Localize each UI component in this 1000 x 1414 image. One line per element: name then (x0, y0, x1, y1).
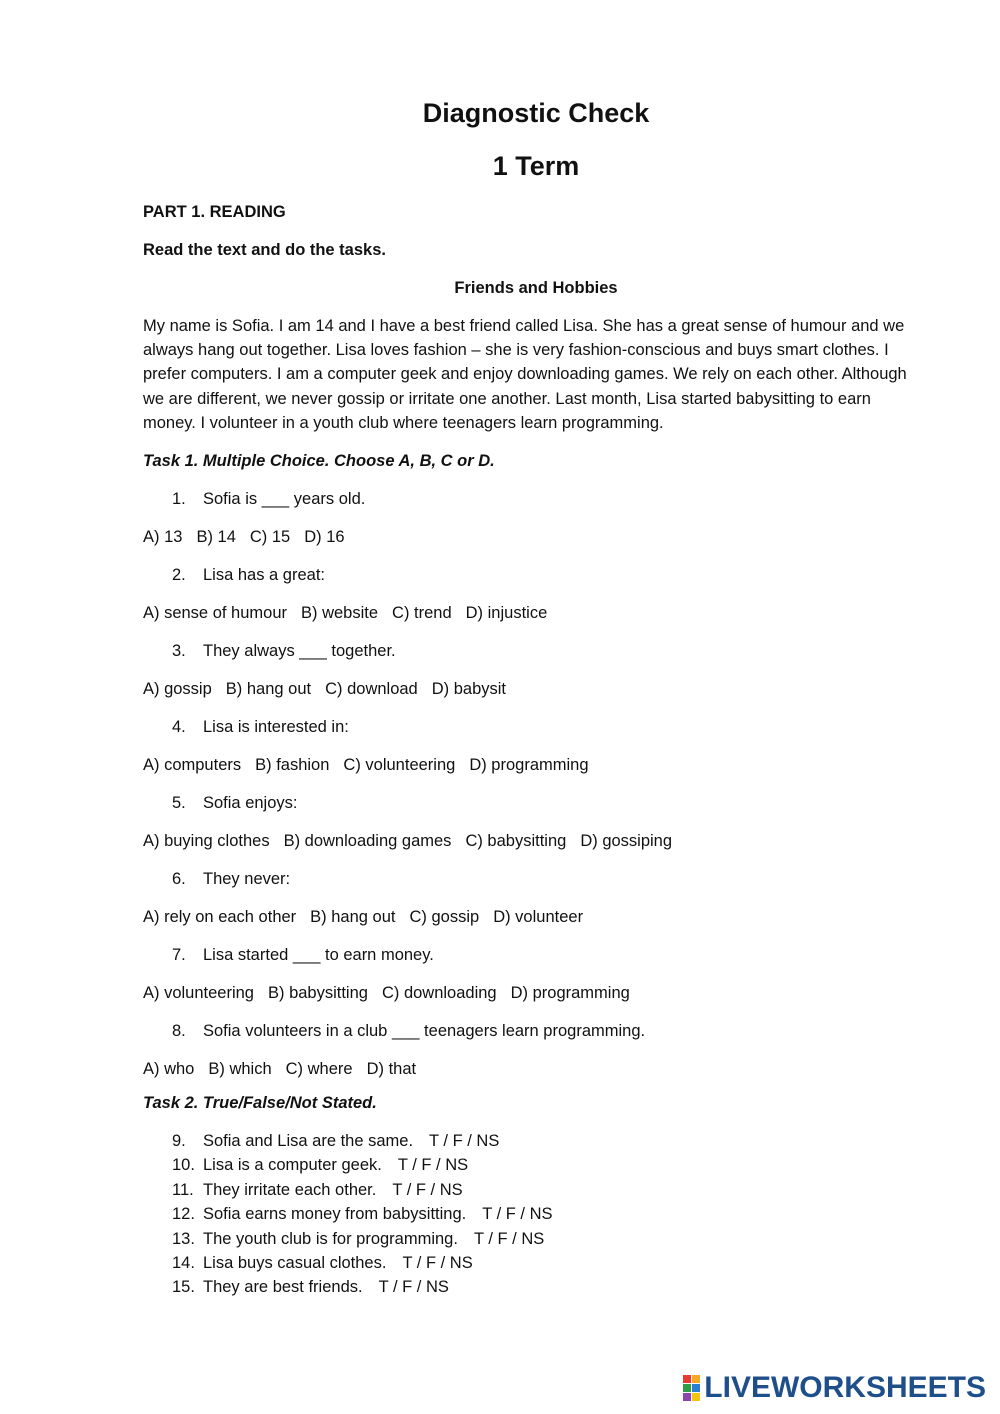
answer-option[interactable]: C) babysitting (465, 832, 567, 850)
question-number: 7. (172, 946, 186, 964)
statement-text: The youth club is for programming. (203, 1229, 458, 1248)
answer-option[interactable]: B) website (301, 604, 379, 622)
answer-option[interactable]: D) volunteer (493, 908, 584, 926)
answer-option[interactable]: A) who (143, 1060, 195, 1078)
page-subtitle: 1 Term (492, 151, 580, 181)
question-text: Sofia volunteers in a club ___ teenagers learn programming. (203, 1022, 646, 1040)
statement-text: They are best friends. (203, 1278, 363, 1297)
tf-answer-choices[interactable]: T / F / NS (378, 1278, 449, 1297)
answer-option[interactable]: B) hang out (225, 680, 312, 698)
answer-options (143, 756, 603, 775)
answer-option[interactable]: D) babysit (431, 680, 507, 698)
answer-options (143, 1060, 430, 1079)
question (172, 642, 396, 661)
tf-statement (172, 1278, 449, 1297)
statement-number: 12. (172, 1205, 195, 1224)
statement-number: 11. (172, 1180, 194, 1199)
question-text: Lisa started ___ to earn money. (203, 946, 434, 964)
question (172, 566, 325, 585)
tf-statement (172, 1156, 468, 1175)
liveworksheets-logo (683, 1372, 986, 1404)
reading-text-body: My name is Sofia. I am 14 and I have a best friend called Lisa. She has a great sense of humour and we always hang out together. Lisa loves fashion – she is very fashion-conscious and buys smart clothes. I prefer computers. I am a computer geek and enjoy downloading games. We rely on each other. Although we are different, we never gossip or irritate one another. Last month, Lisa started babysitting to earn money. I volunteer in a youth club where teenagers learn programming. (143, 317, 907, 432)
tf-statement (172, 1254, 473, 1273)
tf-answer-choices[interactable]: T / F / NS (392, 1180, 463, 1199)
part-heading: PART 1. READING (143, 203, 286, 221)
reading-text-title: Friends and Hobbies (454, 279, 618, 297)
answer-option[interactable]: A) rely on each other (143, 908, 297, 926)
answer-options (143, 832, 686, 851)
statement-number: 14. (172, 1254, 195, 1272)
question-text: They always ___ together. (203, 642, 396, 660)
logo-text: LIVEWORKSHEETS (704, 1371, 986, 1404)
answer-option[interactable]: C) downloading (381, 984, 497, 1002)
tf-answer-choices[interactable]: T / F / NS (429, 1132, 500, 1150)
question-text: Sofia is ___ years old. (203, 490, 366, 508)
answer-option[interactable]: B) 14 (196, 528, 236, 546)
statement-text: Lisa is a computer geek. (203, 1156, 382, 1175)
answer-option[interactable]: D) injustice (465, 604, 548, 622)
answer-option[interactable]: D) programming (510, 984, 630, 1002)
answer-option[interactable]: D) gossiping (580, 832, 673, 850)
answer-option[interactable]: C) gossip (409, 908, 480, 926)
answer-option[interactable]: D) 16 (304, 528, 345, 546)
tf-statement (172, 1205, 553, 1224)
answer-option[interactable]: D) that (366, 1060, 417, 1078)
answer-option[interactable]: A) computers (143, 756, 242, 774)
answer-option[interactable]: D) programming (469, 756, 589, 774)
answer-options (143, 604, 561, 623)
tf-statement (172, 1230, 544, 1249)
tf-answer-choices[interactable]: T / F / NS (402, 1254, 473, 1272)
answer-option[interactable]: B) which (208, 1060, 272, 1078)
question (172, 946, 434, 965)
answer-option[interactable]: A) 13 (143, 528, 183, 546)
question-number: 6. (172, 870, 186, 888)
tf-answer-choices[interactable]: T / F / NS (473, 1229, 545, 1248)
question-text: Lisa has a great: (203, 566, 325, 584)
answer-option[interactable]: A) gossip (143, 680, 212, 698)
question-text: Sofia enjoys: (203, 794, 298, 812)
question-number: 4. (172, 718, 186, 736)
question-number: 5. (172, 794, 186, 812)
answer-option[interactable]: B) hang out (310, 908, 396, 926)
answer-option[interactable]: A) sense of humour (143, 604, 287, 622)
question-text: They never: (203, 870, 291, 888)
answer-options (143, 908, 597, 927)
question-number: 2. (172, 566, 186, 584)
question-number: 8. (172, 1022, 186, 1040)
question (172, 870, 290, 889)
answer-option[interactable]: C) where (285, 1060, 353, 1078)
statement-number: 10. (172, 1156, 195, 1175)
answer-options (143, 680, 520, 699)
question (172, 1022, 645, 1041)
tf-statement (172, 1132, 499, 1151)
part-instruction: Read the text and do the tasks. (143, 241, 386, 259)
answer-option[interactable]: A) buying clothes (143, 832, 270, 850)
answer-option[interactable]: B) downloading games (283, 832, 452, 850)
task1-heading: Task 1. Multiple Choice. Choose A, B, C or D. (143, 452, 495, 470)
question-number: 1. (172, 490, 186, 508)
question (172, 718, 349, 737)
task2-heading: Task 2. True/False/Not Stated. (143, 1094, 377, 1112)
answer-option[interactable]: C) download (325, 680, 418, 698)
answer-option[interactable]: C) trend (392, 604, 452, 622)
answer-option[interactable]: C) 15 (249, 528, 291, 546)
question (172, 794, 297, 813)
statement-number: 13. (172, 1229, 195, 1248)
question-text: Lisa is interested in: (203, 718, 349, 736)
tf-statement (172, 1181, 463, 1200)
question (172, 490, 365, 509)
statement-text: They irritate each other. (203, 1180, 377, 1199)
answer-options (143, 528, 359, 547)
answer-option[interactable]: B) fashion (255, 756, 330, 774)
liveworksheets-logo-icon (683, 1375, 700, 1401)
answer-option[interactable]: B) babysitting (267, 984, 368, 1002)
answer-option[interactable]: A) volunteering (143, 984, 254, 1002)
tf-answer-choices[interactable]: T / F / NS (482, 1205, 553, 1224)
page-title: Diagnostic Check (422, 98, 650, 128)
answer-options (143, 984, 644, 1003)
answer-option[interactable]: C) volunteering (343, 756, 456, 774)
statement-text: Sofia earns money from babysitting. (203, 1205, 467, 1224)
question-number: 3. (172, 642, 186, 660)
statement-number: 15. (172, 1278, 195, 1297)
statement-number: 9. (172, 1132, 186, 1150)
tf-answer-choices[interactable]: T / F / NS (397, 1156, 469, 1175)
statement-text: Lisa buys casual clothes. (203, 1254, 387, 1272)
statement-text: Sofia and Lisa are the same. (203, 1132, 414, 1150)
